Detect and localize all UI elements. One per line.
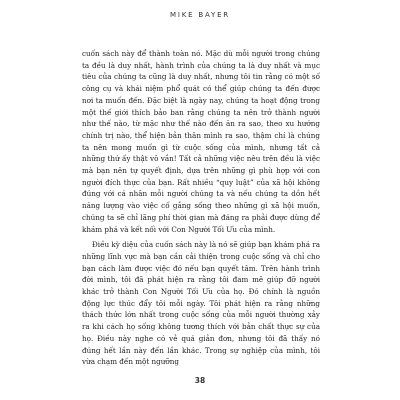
paragraph-2: Điều kỳ diệu của cuốn sách này là nó sẽ giúp bạn khám phá ra những lĩnh vực mà bạn cần cải thiện trong cuộc sống và chỉ cho bạn cách làm được việc đó nếu bạn quyết tâm. Trên hành trình đời mình, tôi đã phát hiện ra rằng tôi đam mê giúp đỡ người khác trở thành Con Người Tối Ưu của họ. Đó chính là nguồn động lực thúc đẩy tôi mỗi ngày. Tôi phát hiện ra rằng những thách thức lớn nhất trong cuộc sống của mỗi người thường xảy ra khi cách họ sống không tương thích với bản chất thực sự của họ. Điều này nghe có vẻ quá giản đơn, nhưng tôi đã thấy nó đúng hết lần này đến lần khác. Trong sự nghiệp của mình, tôi vừa chạm đến một ngưỡng <box>82 240 321 367</box>
paragraph-1: cuốn sách này để thành toàn nó. Mặc dù mỗi người trong chúng ta đều là duy nhất, hành trình của chúng ta là duy nhất và mục tiêu của chúng ta cũng là duy nhất, nhưng tôi tin rằng có một số công cụ và khái niệm phổ quát có thể giúp chúng ta đến được nơi ta muốn đến. Đặc biệt là ngày nay, chúng ta hoạt động trong một thế giới thích bảo ban rằng chúng ta nên trở thành người như thế nào, từ mặc như thế nào đến ăn ra sao, theo xu hướng chính trị nào, thể hiện bản thân mình ra sao, thậm chí là chúng ta nên mong muốn gì từ cuộc sống của mình, nhưng tất cả những thứ ấy thật vô vắn! Tất cả những việc nêu trên đều là việc mà bạn nên tự quyết định, dựa trên những gì phù hợp với con người đích thực của bạn. Rất nhiều “quy luật” của xã hội không đúng với cá nhân mỗi người chúng ta và nếu chúng ta dồn hết năng lượng vào việc cố gắng sống theo những gì xã hội muốn, chúng ta sẽ chỉ lãng phí thời gian mà đáng ra phải được dùng để khám phá và kết nối với Con Người Tối Ưu của mình. <box>82 49 320 234</box>
body-text <box>82 48 320 368</box>
running-header-author: MIKE BAYER <box>170 11 230 19</box>
page-number: 38 <box>194 376 206 385</box>
